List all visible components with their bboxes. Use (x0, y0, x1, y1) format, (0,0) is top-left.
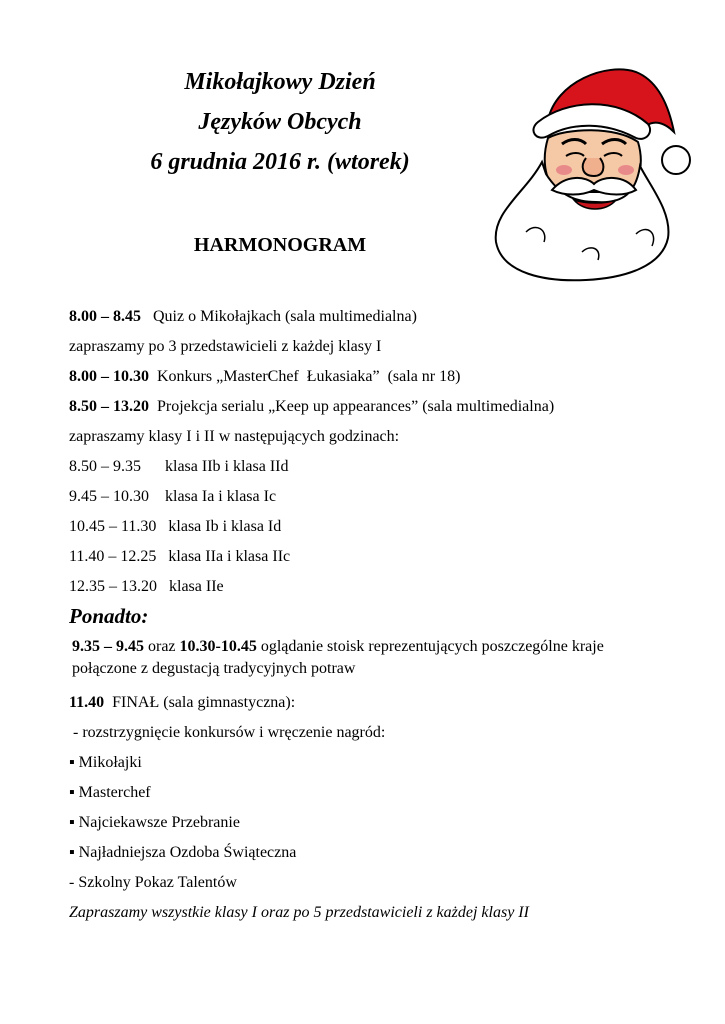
stoiska-time-2: 10.30-10.45 (179, 638, 257, 655)
spacer (141, 308, 153, 325)
list-item: ▪ Najciekawsze Przebranie (69, 814, 240, 831)
extra-section (69, 636, 669, 928)
list-item: ▪ Mikołajki (69, 754, 142, 771)
schedule-text: Quiz o Mikołajkach (sala multimedialna) (153, 308, 417, 325)
stoiska-time-1: 9.35 – 9.45 (72, 638, 144, 655)
event-title (80, 62, 480, 182)
schedule-row (69, 512, 669, 542)
final-time: 11.40 (69, 694, 105, 711)
ponadto-heading: Ponadto: (69, 604, 149, 628)
schedule-time: 8.50 – 13.20 (69, 398, 149, 415)
schedule-text: 12.35 – 13.20 klasa IIe (69, 578, 224, 595)
schedule-time: 8.00 – 10.30 (69, 368, 149, 385)
schedule-row (69, 422, 669, 452)
schedule-time: 8.00 – 8.45 (69, 308, 141, 325)
schedule-text: 11.40 – 12.25 klasa IIa i klasa IIc (69, 548, 291, 565)
santa-claus-icon (486, 62, 696, 284)
schedule-row (69, 482, 669, 512)
spacer (149, 368, 157, 385)
schedule-row (69, 572, 669, 602)
schedule-text: 9.45 – 10.30 klasa Ia i klasa Ic (69, 488, 277, 505)
schedule-text: 10.45 – 11.30 klasa Ib i klasa Id (69, 518, 282, 535)
stoiska-text: oglądanie stoisk reprezentujących poszczególne kraje połączone z degustacją tradycyjnych potraw (72, 638, 604, 677)
schedule-row (69, 452, 669, 482)
stoiska-joiner: oraz (144, 638, 180, 655)
schedule-list (69, 302, 669, 602)
schedule-row (69, 392, 669, 422)
list-item: ▪ Masterchef (69, 784, 151, 801)
title-line-1: Mikołajkowy Dzień (184, 69, 376, 95)
stoiska-paragraph (69, 636, 669, 680)
schedule-text: Projekcja serialu „Keep up appearances” (sala multimedialna) (157, 398, 555, 415)
schedule-text: zapraszamy po 3 przedstawicieli z każdej klasy I (69, 338, 382, 355)
schedule-row (69, 542, 669, 572)
list-item: - rozstrzygnięcie konkursów i wręczenie nagród: (69, 724, 386, 741)
schedule-text: zapraszamy klasy I i II w następujących godzinach: (69, 428, 400, 445)
schedule-row (69, 362, 669, 392)
final-text: FINAŁ (sala gimnastyczna): (104, 694, 296, 711)
schedule-heading: HARMONOGRAM (193, 234, 367, 256)
closing-invitation: Zapraszamy wszystkie klasy I oraz po 5 przedstawicieli z każdej klasy II (69, 904, 529, 921)
title-date: 6 grudnia 2016 r. (wtorek) (150, 149, 410, 175)
final-line (69, 688, 669, 718)
list-item: - Szkolny Pokaz Talentów (69, 874, 237, 891)
spacer (149, 398, 157, 415)
list-item: ▪ Najładniejsza Ozdoba Świąteczna (69, 844, 297, 861)
title-line-2: Języków Obcych (198, 109, 362, 135)
schedule-row (69, 332, 669, 362)
schedule-row (69, 302, 669, 332)
schedule-text: 8.50 – 9.35 klasa IIb i klasa IId (69, 458, 289, 475)
schedule-text: Konkurs „MasterChef Łukasiaka” (sala nr 18) (157, 368, 461, 385)
